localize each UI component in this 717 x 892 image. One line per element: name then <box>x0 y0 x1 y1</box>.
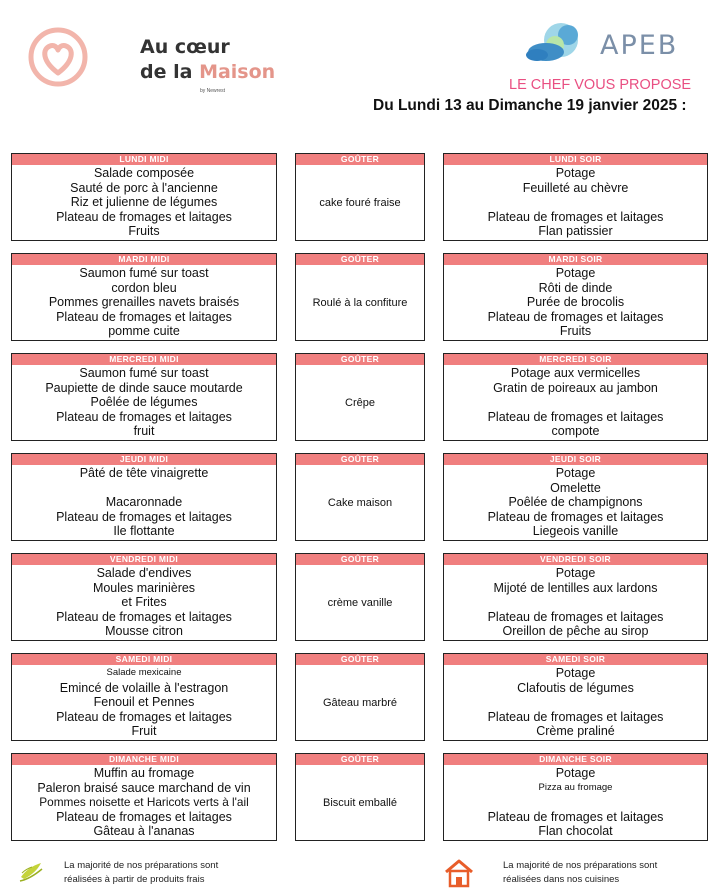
menu-item: Plateau de fromages et laitages <box>487 809 664 824</box>
menu-item: Flan patissier <box>538 224 613 239</box>
menu-box-title: LUNDI SOIR <box>444 154 707 165</box>
menu-box-gouter <box>295 353 425 441</box>
menu-box-midi <box>11 753 277 841</box>
menu-box-gouter <box>295 653 425 741</box>
gouter-item: Crêpe <box>345 396 375 409</box>
menu-item: Mousse citron <box>105 624 183 639</box>
menu-item: Potage aux vermicelles <box>510 366 641 381</box>
menu-box-soir <box>443 553 708 641</box>
menu-box-soir <box>443 753 708 841</box>
menu-item: Pommes grenailles navets braisés <box>48 295 240 310</box>
menu-item: Potage <box>555 666 596 681</box>
gouter-item: Biscuit emballé <box>323 796 397 809</box>
menu-item: Macaronnade <box>105 495 183 510</box>
menu-item: Ile flottante <box>113 524 175 539</box>
menu-item-list <box>444 665 707 740</box>
menu-item-list <box>12 565 276 640</box>
menu-box-midi <box>11 453 277 541</box>
menu-item: Plateau de fromages et laitages <box>487 409 664 424</box>
menu-box-midi <box>11 553 277 641</box>
menu-item: Mijoté de lentilles aux lardons <box>493 580 658 595</box>
menu-item: Saumon fumé sur toast <box>79 366 209 381</box>
menu-box-gouter <box>295 553 425 641</box>
menu-item: Rôti de dinde <box>538 280 613 295</box>
menu-item: cordon bleu <box>111 280 177 295</box>
menu-item: Potage <box>555 466 596 481</box>
brand-name-accent: Maison <box>199 61 276 83</box>
menu-item: Plateau de fromages et laitages <box>56 709 232 724</box>
menu-box-midi <box>11 353 277 441</box>
menu-item-list <box>444 465 707 540</box>
menu-item: Oreillon de pêche au sirop <box>502 624 649 639</box>
menu-item: Pommes noisette et Haricots verts à l'ail <box>39 795 249 810</box>
menu-item: Plateau de fromages et laitages <box>487 509 664 524</box>
menu-item: et Frites <box>121 595 167 610</box>
menu-box-midi <box>11 253 277 341</box>
menu-box-title: JEUDI SOIR <box>444 454 707 465</box>
menu-item: Plateau de fromages et laitages <box>56 609 232 624</box>
menu-date-range: Du Lundi 13 au Dimanche 19 janvier 2025 : <box>373 97 687 114</box>
menu-item: Potage <box>555 566 596 581</box>
menu-item: Salade mexicaine <box>106 667 182 679</box>
menu-box-title: GOÛTER <box>296 654 424 665</box>
menu-item: Plateau de fromages et laitages <box>56 209 232 224</box>
menu-item: Saumon fumé sur toast <box>79 266 209 281</box>
menu-box-title: VENDREDI MIDI <box>12 554 276 565</box>
menu-box-title: MARDI MIDI <box>12 254 276 265</box>
footer-kitchen-line2: réalisées dans nos cuisines <box>503 874 620 885</box>
menu-item-list <box>12 165 276 240</box>
menu-item-list <box>12 465 276 540</box>
menu-item: compote <box>551 424 600 439</box>
gouter-item: Roulé à la confiture <box>312 296 408 309</box>
menu-box-title: GOÛTER <box>296 354 424 365</box>
menu-item: Flan chocolat <box>538 824 613 839</box>
menu-item: Plateau de fromages et laitages <box>487 609 664 624</box>
menu-item: Salade d'endives <box>96 566 192 581</box>
menu-item-list <box>444 365 707 440</box>
menu-item: Fenouil et Pennes <box>93 695 195 710</box>
footer-fresh-line2: réalisées à partir de produits frais <box>64 874 205 885</box>
gouter-item: Gâteau marbré <box>323 696 397 709</box>
menu-box-title: GOÛTER <box>296 554 424 565</box>
menu-item: Riz et julienne de légumes <box>70 195 218 210</box>
gouter-item: crème vanille <box>327 596 393 609</box>
menu-box-gouter <box>295 453 425 541</box>
menu-item: Muffin au fromage <box>93 766 195 781</box>
gouter-item: cake fouré fraise <box>319 196 401 209</box>
menu-item-list <box>444 265 707 340</box>
menu-item: Pâté de tête vinaigrette <box>79 466 209 481</box>
footer-fresh-line1: La majorité de nos préparations sont <box>64 860 219 871</box>
footer-kitchen-line1: La majorité de nos préparations sont <box>503 860 658 871</box>
menu-item: Omelette <box>550 480 601 495</box>
menu-item: Crème praliné <box>536 724 615 739</box>
menu-item: Potage <box>555 266 596 281</box>
menu-item: pomme cuite <box>108 324 180 339</box>
menu-item: Purée de brocolis <box>526 295 625 310</box>
menu-item-list <box>12 765 276 840</box>
menu-box-title: DIMANCHE MIDI <box>12 754 276 765</box>
menu-item: Gâteau à l'ananas <box>93 824 195 839</box>
menu-item: Emincé de volaille à l'estragon <box>59 680 229 695</box>
brand-name-line1: Au cœur <box>140 36 230 58</box>
menu-item-list <box>12 665 276 740</box>
brand-subtitle: by Newrest <box>200 88 226 94</box>
menu-box-gouter <box>295 153 425 241</box>
menu-box-soir <box>443 153 708 241</box>
menu-item: Pizza au fromage <box>538 781 613 793</box>
menu-item: Salade composée <box>93 166 195 181</box>
menu-box-soir <box>443 453 708 541</box>
menu-box-title: MERCREDI MIDI <box>12 354 276 365</box>
menu-box-soir <box>443 653 708 741</box>
menu-box-title: DIMANCHE SOIR <box>444 754 707 765</box>
menu-item: fruit <box>133 424 155 439</box>
menu-item: Feuilleté au chèvre <box>522 180 629 195</box>
menu-item: Liegeois vanille <box>532 524 619 539</box>
menu-item: Fruits <box>559 324 592 339</box>
menu-box-title: LUNDI MIDI <box>12 154 276 165</box>
menu-item: Plateau de fromages et laitages <box>487 309 664 324</box>
apeb-wordmark: APEB <box>600 30 679 61</box>
menu-item: Plateau de fromages et laitages <box>487 709 664 724</box>
brand-name-line2-a: de la <box>140 61 200 83</box>
menu-box-soir <box>443 353 708 441</box>
menu-item: Potage <box>555 166 596 181</box>
menu-item: Paleron braisé sauce marchand de vin <box>37 780 251 795</box>
menu-item: Plateau de fromages et laitages <box>487 209 664 224</box>
menu-box-title: MERCREDI SOIR <box>444 354 707 365</box>
menu-item: Fruits <box>128 224 160 239</box>
menu-item: Potage <box>555 766 596 781</box>
menu-box-title: GOÛTER <box>296 154 424 165</box>
menu-item: Poêlée de légumes <box>90 395 198 410</box>
menu-box-midi <box>11 153 277 241</box>
menu-box-title: JEUDI MIDI <box>12 454 276 465</box>
gouter-item: Cake maison <box>327 496 393 509</box>
menu-box-gouter <box>295 253 425 341</box>
menu-item: Plateau de fromages et laitages <box>56 309 232 324</box>
apeb-globe-logo <box>521 18 591 70</box>
menu-box-gouter <box>295 753 425 841</box>
menu-item: Plateau de fromages et laitages <box>56 809 232 824</box>
menu-item: Gratin de poireaux au jambon <box>493 380 658 395</box>
chef-proposes-title: LE CHEF VOUS PROPOSE <box>509 77 692 93</box>
home-kitchen-icon <box>443 857 475 889</box>
menu-item-list <box>12 265 276 340</box>
menu-box-title: SAMEDI MIDI <box>12 654 276 665</box>
menu-item-list <box>444 165 707 240</box>
menu-item: Fruit <box>131 724 157 739</box>
menu-box-title: VENDREDI SOIR <box>444 554 707 565</box>
menu-item: Plateau de fromages et laitages <box>56 509 232 524</box>
menu-box-soir <box>443 253 708 341</box>
menu-item: Clafoutis de légumes <box>517 680 634 695</box>
brand-name-line2 <box>140 61 275 83</box>
menu-box-title: GOÛTER <box>296 254 424 265</box>
menu-item-list <box>444 565 707 640</box>
menu-box-title: GOÛTER <box>296 754 424 765</box>
menu-box-title: GOÛTER <box>296 454 424 465</box>
brand-heart-logo <box>28 27 88 87</box>
menu-box-title: SAMEDI SOIR <box>444 654 707 665</box>
menu-box-title: MARDI SOIR <box>444 254 707 265</box>
menu-item-list <box>444 765 707 840</box>
fresh-produce-icon <box>18 857 44 883</box>
menu-item: Moules marinières <box>92 580 196 595</box>
menu-box-midi <box>11 653 277 741</box>
menu-item: Paupiette de dinde sauce moutarde <box>45 380 243 395</box>
menu-item: Poêlée de champignons <box>508 495 643 510</box>
menu-item: Sauté de porc à l'ancienne <box>70 180 218 195</box>
menu-item-list <box>12 365 276 440</box>
menu-item: Plateau de fromages et laitages <box>56 409 232 424</box>
